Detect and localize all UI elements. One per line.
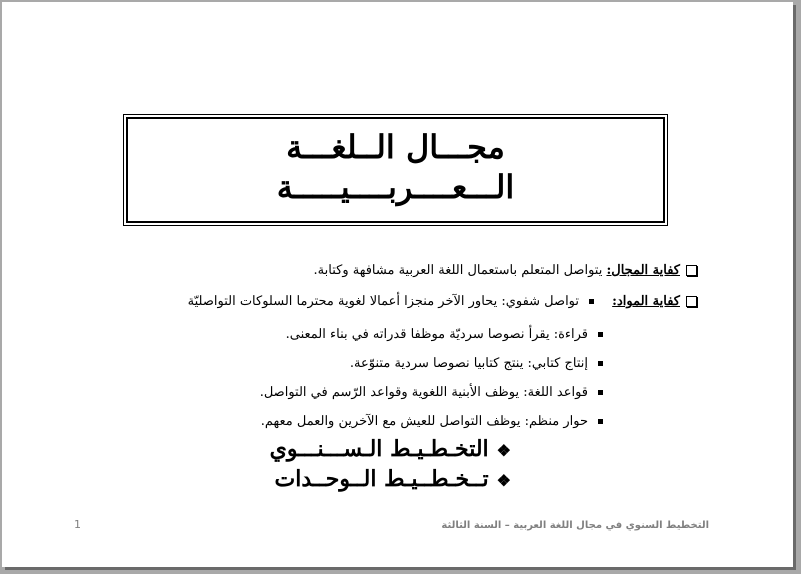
list-item-row (261, 414, 603, 429)
competency-text: يتواصل المتعلم باستعمال اللغة العربية مشافهة وكتابة. (313, 263, 607, 278)
title-line-1: مجـــال الــلغـــة (286, 128, 505, 166)
square-bullet-icon (598, 332, 603, 337)
materials-label: كفاية المواد: (612, 294, 680, 309)
list-item-row (286, 327, 603, 342)
square-bullet-icon (589, 299, 594, 304)
title-box (126, 117, 665, 223)
annual-plan-heading: ❖التخـطـيـط الـســـنـــوي (269, 436, 511, 462)
document-page (2, 2, 793, 567)
list-item-row (260, 385, 603, 400)
checkbox-bullet-icon (686, 265, 697, 276)
diamond-bullet-icon: ❖ (496, 440, 511, 460)
list-item-row (350, 356, 603, 371)
square-bullet-icon (598, 361, 603, 366)
checkbox-bullet-icon (686, 296, 697, 307)
competency-row (314, 263, 697, 278)
page-number: 1 (74, 518, 81, 531)
title-line-2: الـــعــــربــــيـــــة (276, 168, 515, 206)
list-item: قراءة: يقرأ نصوصا سرديّة موظفا قدراته في بناء المعنى. (285, 327, 588, 342)
list-item: حوار منظم: يوظف التواصل للعيش مع الآخرين والعمل معهم. (260, 414, 588, 429)
list-item: تواصل شفوي: يحاور الآخر منجزا أعمالا لغوية محترما السلوكات التواصليّة (187, 294, 580, 309)
footer-title: التخطيط السنوي في مجال اللغة العربية – السنة الثالثة (441, 520, 709, 531)
diamond-bullet-icon: ❖ (496, 470, 511, 490)
competency-label: كفاية المجال: (606, 263, 680, 278)
square-bullet-icon (598, 419, 603, 424)
units-plan-heading: ❖تــخـطــيـط الــوحــدات (274, 466, 511, 492)
list-item: قواعد اللغة: يوظف الأبنية اللغوية وقواعد الرّسم في التواصل. (259, 385, 588, 400)
list-item: إنتاج كتابي: ينتج كتابيا نصوصا سردية متنوّعة. (349, 356, 588, 371)
square-bullet-icon (598, 390, 603, 395)
materials-row (188, 294, 697, 309)
